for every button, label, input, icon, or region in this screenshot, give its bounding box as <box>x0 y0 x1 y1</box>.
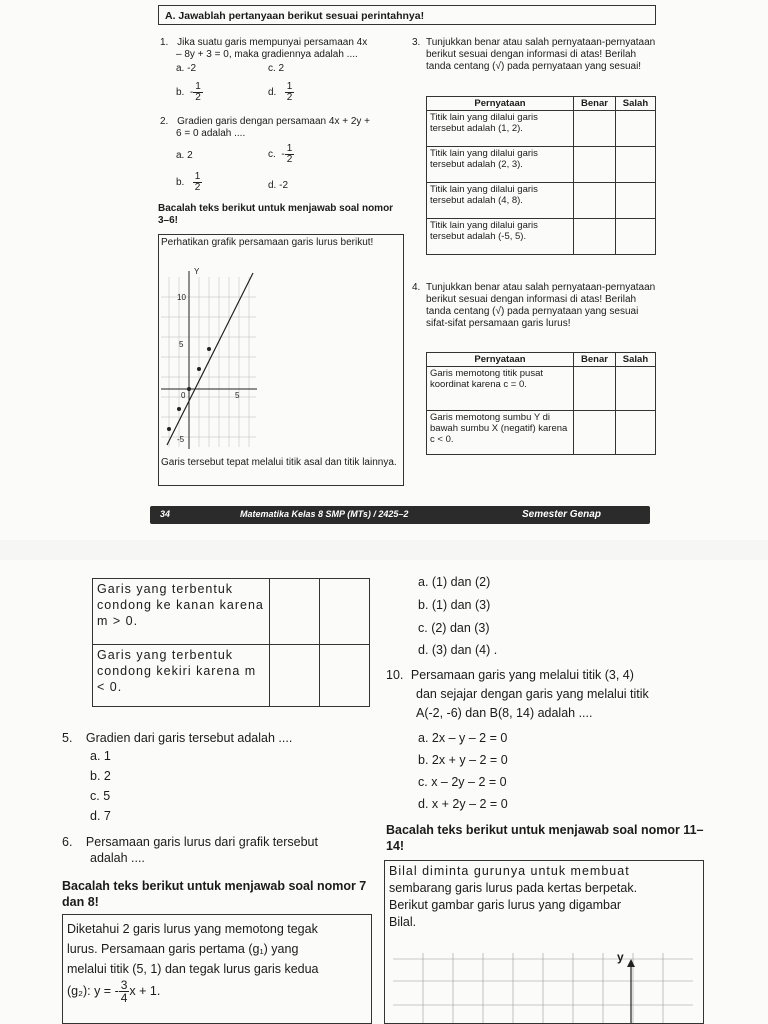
q1-option-c: c. 2 <box>268 63 285 74</box>
q4-row-2: Garis memotong sumbu Y di bawah sumbu X (negatif) karena c < 0. <box>427 411 574 455</box>
q3-row-4: Titik lain yang dilalui garis tersebut adalah (-5, 5). <box>427 219 574 255</box>
q5-text: Gradien dari garis tersebut adalah .... <box>85 731 293 745</box>
page-footer <box>150 506 650 524</box>
q1-text-a: Jika suatu garis mempunyai persamaan 4x <box>177 37 368 48</box>
page-gap <box>0 540 768 560</box>
question-4: 4. Tunjukkan benar atau salah pernyataan-pernyataan berikut sesuai dengan informasi di atas! Berilah tanda centang (√) pada pernyataan yang sesuai sifat-sifat persamaan garis lurus! <box>412 282 656 329</box>
q10-text-c: A(-2, -6) dan B(8, 14) adalah .... <box>416 706 593 720</box>
question-2: 2. Gradien garis dengan persamaan 4x + 2y + 6 = 0 adalah .... <box>160 116 371 139</box>
grid-y-arrow <box>627 959 635 967</box>
q4-check-true-1[interactable] <box>574 367 616 411</box>
q10-text-a: Persamaan garis yang melalui titik (3, 4) <box>410 668 634 682</box>
box-11-14: Bilal diminta gurunya untuk membuat sembarang garis lurus pada kertas berpetak. Berikut gambar garis lurus yang digambar Bilal. y <box>384 860 704 1024</box>
q6-text-a: Persamaan garis lurus dari grafik tersebut <box>85 835 318 849</box>
q2-option-d: d. -2 <box>268 180 289 191</box>
q3-check-true-3[interactable] <box>574 183 616 219</box>
q4-check-false-2[interactable] <box>615 411 655 455</box>
q10-text-b: dan sejajar dengan garis yang melalui titik <box>416 687 649 701</box>
q9-option-a: a. (1) dan (2) <box>418 575 491 589</box>
footer-semester: Semester Genap <box>522 509 601 520</box>
q3-check-false-2[interactable] <box>615 147 655 183</box>
q4-header-true: Benar <box>574 353 616 367</box>
grid-y-label: y <box>617 950 624 964</box>
top-page <box>150 0 664 540</box>
q2-text-b: 6 = 0 adalah .... <box>176 128 246 139</box>
q1-option-b: b. - $\frac{1}{2}$ <box>176 81 201 103</box>
q3-row-3: Titik lain yang dilalui garis tersebut adalah (4, 8). <box>427 183 574 219</box>
box-7-8: Diketahui 2 garis lurus yang memotong tegak lurus. Persamaan garis pertama (g₁) yang melalui titik (5, 1) dan tegak lurus garis kedua (g₂): y = - $\frac{3}{4}$ x + 1. <box>62 914 372 1024</box>
graph-y-label: Y <box>194 267 200 276</box>
section-heading: A. Jawablah pertanyaan berikut sesuai perintahnya! <box>158 5 656 25</box>
line-graph <box>161 267 261 457</box>
footer-book-title: Matematika Kelas 8 SMP (MTs) / 2425–2 <box>240 509 409 519</box>
q3-header-false: Salah <box>615 97 655 111</box>
q4-header-false: Salah <box>615 353 655 367</box>
bottom-page <box>0 560 768 1024</box>
graph-tick-5: 5 <box>179 340 184 349</box>
q3-check-false-1[interactable] <box>615 111 655 147</box>
graph-point <box>197 367 201 371</box>
question-3: 3. Tunjukkan benar atau salah pernyataan-pernyataan berikut sesuai dengan informasi di atas! Berilah tanda centang (√) pada pernyataan yang sesuai! <box>412 37 656 72</box>
q5-option-b: b. 2 <box>90 769 111 783</box>
graph-point <box>177 407 181 411</box>
q3-check-true-2[interactable] <box>574 147 616 183</box>
q3-header-true: Benar <box>574 97 616 111</box>
q4-cont-table <box>92 578 370 707</box>
q4-table <box>426 352 656 455</box>
q3-check-true-4[interactable] <box>574 219 616 255</box>
q1-option-d: d. $\frac{1}{2}$ <box>268 81 293 103</box>
graph-point <box>167 427 171 431</box>
q4-check-false-1[interactable] <box>615 367 655 411</box>
q5-option-c: c. 5 <box>90 789 111 803</box>
q1-option-a: a. -2 <box>176 63 197 74</box>
graph-tick-x5: 5 <box>235 391 240 400</box>
q4-header-statement: Pernyataan <box>427 353 574 367</box>
q4-cont-row-1: Garis yang terbentuk condong ke kanan karena m > 0. <box>93 579 270 645</box>
read-text-7-8: Bacalah teks berikut untuk menjawab soal nomor 7 dan 8! <box>62 879 367 909</box>
q6-text-b: adalah .... <box>90 851 145 865</box>
q1-text-b: – 8y + 3 = 0, maka gradiennya adalah .... <box>176 49 358 60</box>
q2-option-b: b. $\frac{1}{2}$ <box>176 171 201 193</box>
question-1 <box>160 37 405 61</box>
footer-page-number: 34 <box>160 509 171 519</box>
q9-option-c: c. (2) dan (3) <box>418 621 490 635</box>
question-10: 10. Persamaan garis yang melalui titik (3, 4) dan sejajar dengan garis yang melalui titik A(-2, -6) dan B(8, 14) adalah .... <box>386 668 649 720</box>
q10-option-b: b. 2x + y – 2 = 0 <box>418 753 508 767</box>
graph-box <box>158 234 404 486</box>
q3-header-statement: Pernyataan <box>427 97 574 111</box>
q5-option-a: a. 1 <box>90 749 111 763</box>
q10-option-d: d. x + 2y – 2 = 0 <box>418 797 508 811</box>
q3-check-false-4[interactable] <box>615 219 655 255</box>
q4-cont-check-true-1[interactable] <box>270 579 320 645</box>
q9-option-d: d. (3) dan (4) . <box>418 643 498 657</box>
graph-tick-0: 0 <box>181 391 186 400</box>
q4-check-true-2[interactable] <box>574 411 616 455</box>
q3-row-1: Titik lain yang dilalui garis tersebut adalah (1, 2). <box>427 111 574 147</box>
q4-cont-row-2: Garis yang terbentuk condong kekiri karena m < 0. <box>93 645 270 707</box>
read-text-11-14: Bacalah teks berikut untuk menjawab soal nomor 11–14! <box>386 823 704 853</box>
q4-row-1: Garis memotong titik pusat koordinat karena c = 0. <box>427 367 574 411</box>
q3-row-2: Titik lain yang dilalui garis tersebut adalah (2, 3). <box>427 147 574 183</box>
q2-option-c: c. - $\frac{1}{2}$ <box>268 143 293 165</box>
q2-option-a: a. 2 <box>176 150 193 161</box>
graph-caption: Garis tersebut tepat melalui titik asal dan titik lainnya. <box>161 457 397 468</box>
q3-check-false-3[interactable] <box>615 183 655 219</box>
graph-intro: Perhatikan grafik persamaan garis lurus berikut! <box>161 237 374 248</box>
graph-tick-10: 10 <box>177 293 186 302</box>
question-5: 5. Gradien dari garis tersebut adalah .... <box>62 731 293 745</box>
graph-point <box>187 387 191 391</box>
q4-cont-check-false-2[interactable] <box>320 645 370 707</box>
q4-cont-check-false-1[interactable] <box>320 579 370 645</box>
q1-number: 1. <box>160 37 169 48</box>
q3-table <box>426 96 656 255</box>
q3-check-true-1[interactable] <box>574 111 616 147</box>
question-6: 6. Persamaan garis lurus dari grafik tersebut adalah .... <box>62 835 318 865</box>
q10-option-c: c. x – 2y – 2 = 0 <box>418 775 507 789</box>
graph-tick-neg5: -5 <box>177 435 185 444</box>
graph-point <box>207 347 211 351</box>
q5-option-d: d. 7 <box>90 809 111 823</box>
q10-option-a: a. 2x – y – 2 = 0 <box>418 731 508 745</box>
read-text-3-6: Bacalah teks berikut untuk menjawab soal nomor 3–6! <box>158 203 394 226</box>
grid-graph <box>393 953 693 1023</box>
q2-text-a: Gradien garis dengan persamaan 4x + 2y + <box>177 116 371 127</box>
q4-cont-check-true-2[interactable] <box>270 645 320 707</box>
q9-option-b: b. (1) dan (3) <box>418 598 491 612</box>
